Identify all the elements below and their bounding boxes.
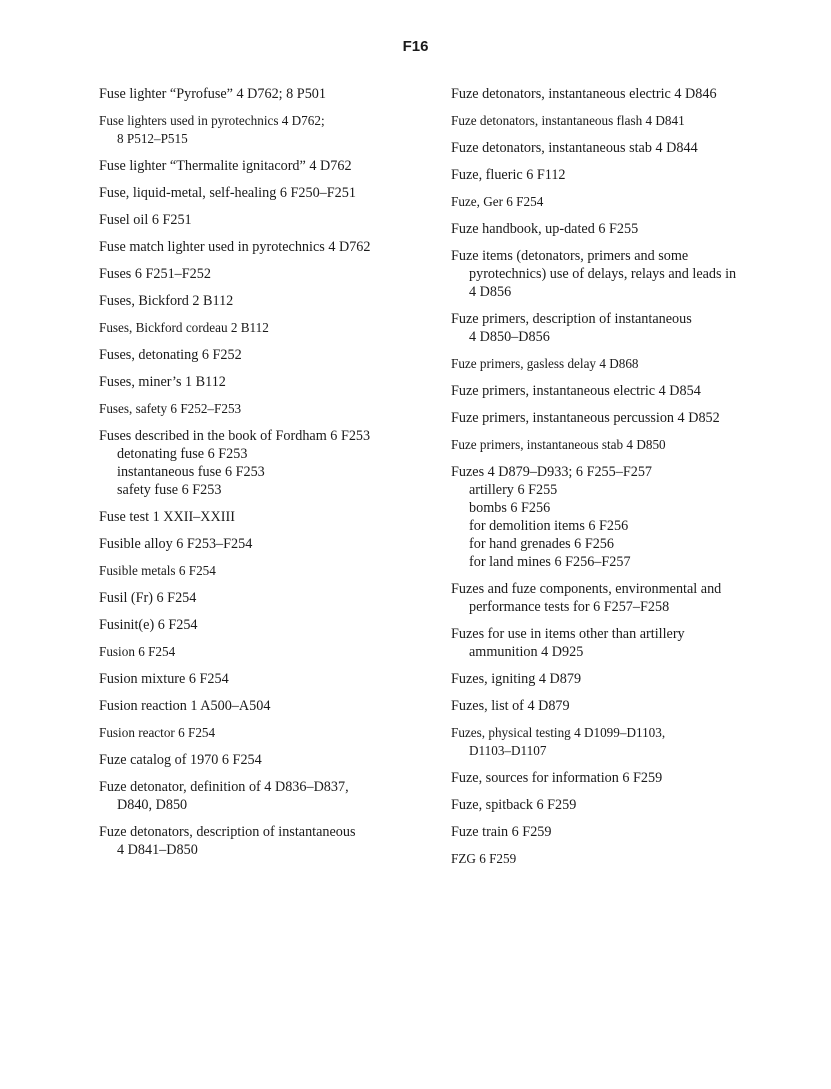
entry-heading: Fuze, Ger 6 F254 <box>451 194 544 209</box>
index-entry <box>99 157 439 175</box>
entry-heading: Fuse lighter “Thermalite ignitacord” 4 D762 <box>99 158 352 174</box>
entry-continuation: 4 D856 <box>469 284 512 300</box>
index-entry <box>99 724 439 742</box>
entry-subentry: artillery 6 F255 <box>469 482 558 498</box>
index-entry <box>99 238 439 256</box>
entry-continuation: ammunition 4 D925 <box>469 644 584 660</box>
index-entry <box>451 463 796 571</box>
entry-heading: Fuze items (detonators, primers and some <box>451 248 689 264</box>
entry-heading: Fuze detonators, instantaneous electric 4 D846 <box>451 86 717 102</box>
index-entry <box>451 697 796 715</box>
index-entry <box>451 409 796 427</box>
entry-subentry: instantaneous fuse 6 F253 <box>117 464 265 480</box>
entry-continuation: pyrotechnics) use of delays, relays and leads in <box>469 266 737 282</box>
entry-heading: Fuze primers, description of instantaneous <box>451 311 692 327</box>
index-entry <box>99 589 439 607</box>
index-entry <box>99 184 439 202</box>
page-number: F16 <box>402 38 429 55</box>
index-entry <box>99 670 439 688</box>
entry-subentry: for hand grenades 6 F256 <box>469 536 614 552</box>
entry-heading: Fuze, flueric 6 F112 <box>451 167 566 183</box>
index-entry <box>99 373 439 391</box>
entry-heading: Fuze primers, instantaneous electric 4 D854 <box>451 383 701 399</box>
index-entry <box>451 355 796 373</box>
index-entry <box>99 535 439 553</box>
entry-continuation: D840, D850 <box>117 797 188 813</box>
entry-heading: Fuze detonators, instantaneous flash 4 D841 <box>451 113 685 128</box>
index-entry <box>451 796 796 814</box>
entry-heading: Fuses 6 F251–F252 <box>99 266 211 282</box>
index-column-right <box>451 85 796 877</box>
index-entry <box>99 823 439 859</box>
index-entry <box>99 346 439 364</box>
entry-continuation: D1103–D1107 <box>469 743 547 758</box>
entry-heading: Fusion reaction 1 A500–A504 <box>99 698 271 714</box>
entry-heading: Fuses, Bickford cordeau 2 B112 <box>99 320 269 335</box>
index-entry <box>451 193 796 211</box>
entry-heading: Fusel oil 6 F251 <box>99 212 192 228</box>
index-entry <box>451 850 796 868</box>
index-entry <box>451 166 796 184</box>
entry-subentry: safety fuse 6 F253 <box>117 482 222 498</box>
entry-heading: Fuse lighter “Pyrofuse” 4 D762; 8 P501 <box>99 86 326 102</box>
entry-continuation: performance tests for 6 F257–F258 <box>469 599 670 615</box>
entry-subentry: bombs 6 F256 <box>469 500 551 516</box>
entry-heading: Fuses, safety 6 F252–F253 <box>99 401 242 416</box>
index-entry <box>99 751 439 769</box>
entry-heading: Fuses, Bickford 2 B112 <box>99 293 234 309</box>
entry-heading: Fuzes and fuze components, environmental and <box>451 581 722 597</box>
index-entry <box>99 562 439 580</box>
index-entry <box>99 112 439 148</box>
entry-subentry: for land mines 6 F256–F257 <box>469 554 631 570</box>
entry-heading: Fuze primers, instantaneous percussion 4 D852 <box>451 410 720 426</box>
index-entry <box>99 265 439 283</box>
entry-heading: Fuse test 1 XXII–XXIII <box>99 509 235 525</box>
entry-heading: Fuse lighters used in pyrotechnics 4 D762; <box>99 113 325 128</box>
index-entry <box>99 697 439 715</box>
entry-heading: Fuses described in the book of Fordham 6 F253 <box>99 428 371 444</box>
entry-heading: Fuzes, list of 4 D879 <box>451 698 570 714</box>
index-entry <box>451 625 796 661</box>
entry-heading: FZG 6 F259 <box>451 851 517 866</box>
index-entry <box>99 778 439 814</box>
index-entry <box>451 382 796 400</box>
index-entry <box>99 427 439 499</box>
index-entry <box>451 139 796 157</box>
entry-heading: Fuze primers, instantaneous stab 4 D850 <box>451 437 666 452</box>
index-entry <box>451 436 796 454</box>
index-entry <box>99 643 439 661</box>
index-entry <box>451 724 796 760</box>
entry-heading: Fuze, spitback 6 F259 <box>451 797 577 813</box>
entry-heading: Fusible metals 6 F254 <box>99 563 216 578</box>
entry-heading: Fuses, miner’s 1 B112 <box>99 374 226 390</box>
entry-continuation: 4 D850–D856 <box>469 329 550 345</box>
entry-heading: Fusion 6 F254 <box>99 644 176 659</box>
index-entry <box>451 220 796 238</box>
entry-heading: Fuse, liquid-metal, self-healing 6 F250–F251 <box>99 185 356 201</box>
entry-heading: Fusinit(e) 6 F254 <box>99 617 198 633</box>
entry-heading: Fusible alloy 6 F253–F254 <box>99 536 253 552</box>
entry-heading: Fusil (Fr) 6 F254 <box>99 590 197 606</box>
entry-continuation: 4 D841–D850 <box>117 842 198 858</box>
entry-continuation: 8 P512–P515 <box>117 131 188 146</box>
index-entry <box>451 85 796 103</box>
index-entry <box>451 310 796 346</box>
entry-heading: Fuzes, igniting 4 D879 <box>451 671 582 687</box>
index-entry <box>451 670 796 688</box>
index-entry <box>99 211 439 229</box>
entry-heading: Fuze detonator, definition of 4 D836–D837, <box>99 779 349 795</box>
index-entry <box>99 319 439 337</box>
entry-heading: Fusion mixture 6 F254 <box>99 671 229 687</box>
entry-heading: Fuze detonators, instantaneous stab 4 D844 <box>451 140 698 156</box>
entry-heading: Fuse match lighter used in pyrotechnics 4 D762 <box>99 239 371 255</box>
entry-heading: Fuze detonators, description of instantaneous <box>99 824 356 840</box>
entry-heading: Fuze train 6 F259 <box>451 824 552 840</box>
entry-heading: Fuzes 4 D879–D933; 6 F255–F257 <box>451 464 653 480</box>
index-entry <box>451 769 796 787</box>
entry-heading: Fuze primers, gasless delay 4 D868 <box>451 356 639 371</box>
entry-subentry: detonating fuse 6 F253 <box>117 446 248 462</box>
entry-heading: Fusion reactor 6 F254 <box>99 725 216 740</box>
index-entry <box>451 823 796 841</box>
entry-heading: Fuzes for use in items other than artillery <box>451 626 685 642</box>
entry-heading: Fuzes, physical testing 4 D1099–D1103, <box>451 725 666 740</box>
entry-heading: Fuses, detonating 6 F252 <box>99 347 242 363</box>
entry-heading: Fuze handbook, up-dated 6 F255 <box>451 221 639 237</box>
index-column-left <box>99 85 439 868</box>
index-entry <box>99 508 439 526</box>
entry-heading: Fuze, sources for information 6 F259 <box>451 770 663 786</box>
index-entry <box>99 400 439 418</box>
entry-subentry: for demolition items 6 F256 <box>469 518 629 534</box>
index-entry <box>99 616 439 634</box>
index-entry <box>451 580 796 616</box>
index-entry <box>99 85 439 103</box>
index-entry <box>99 292 439 310</box>
index-entry <box>451 112 796 130</box>
entry-heading: Fuze catalog of 1970 6 F254 <box>99 752 262 768</box>
index-entry <box>451 247 796 301</box>
